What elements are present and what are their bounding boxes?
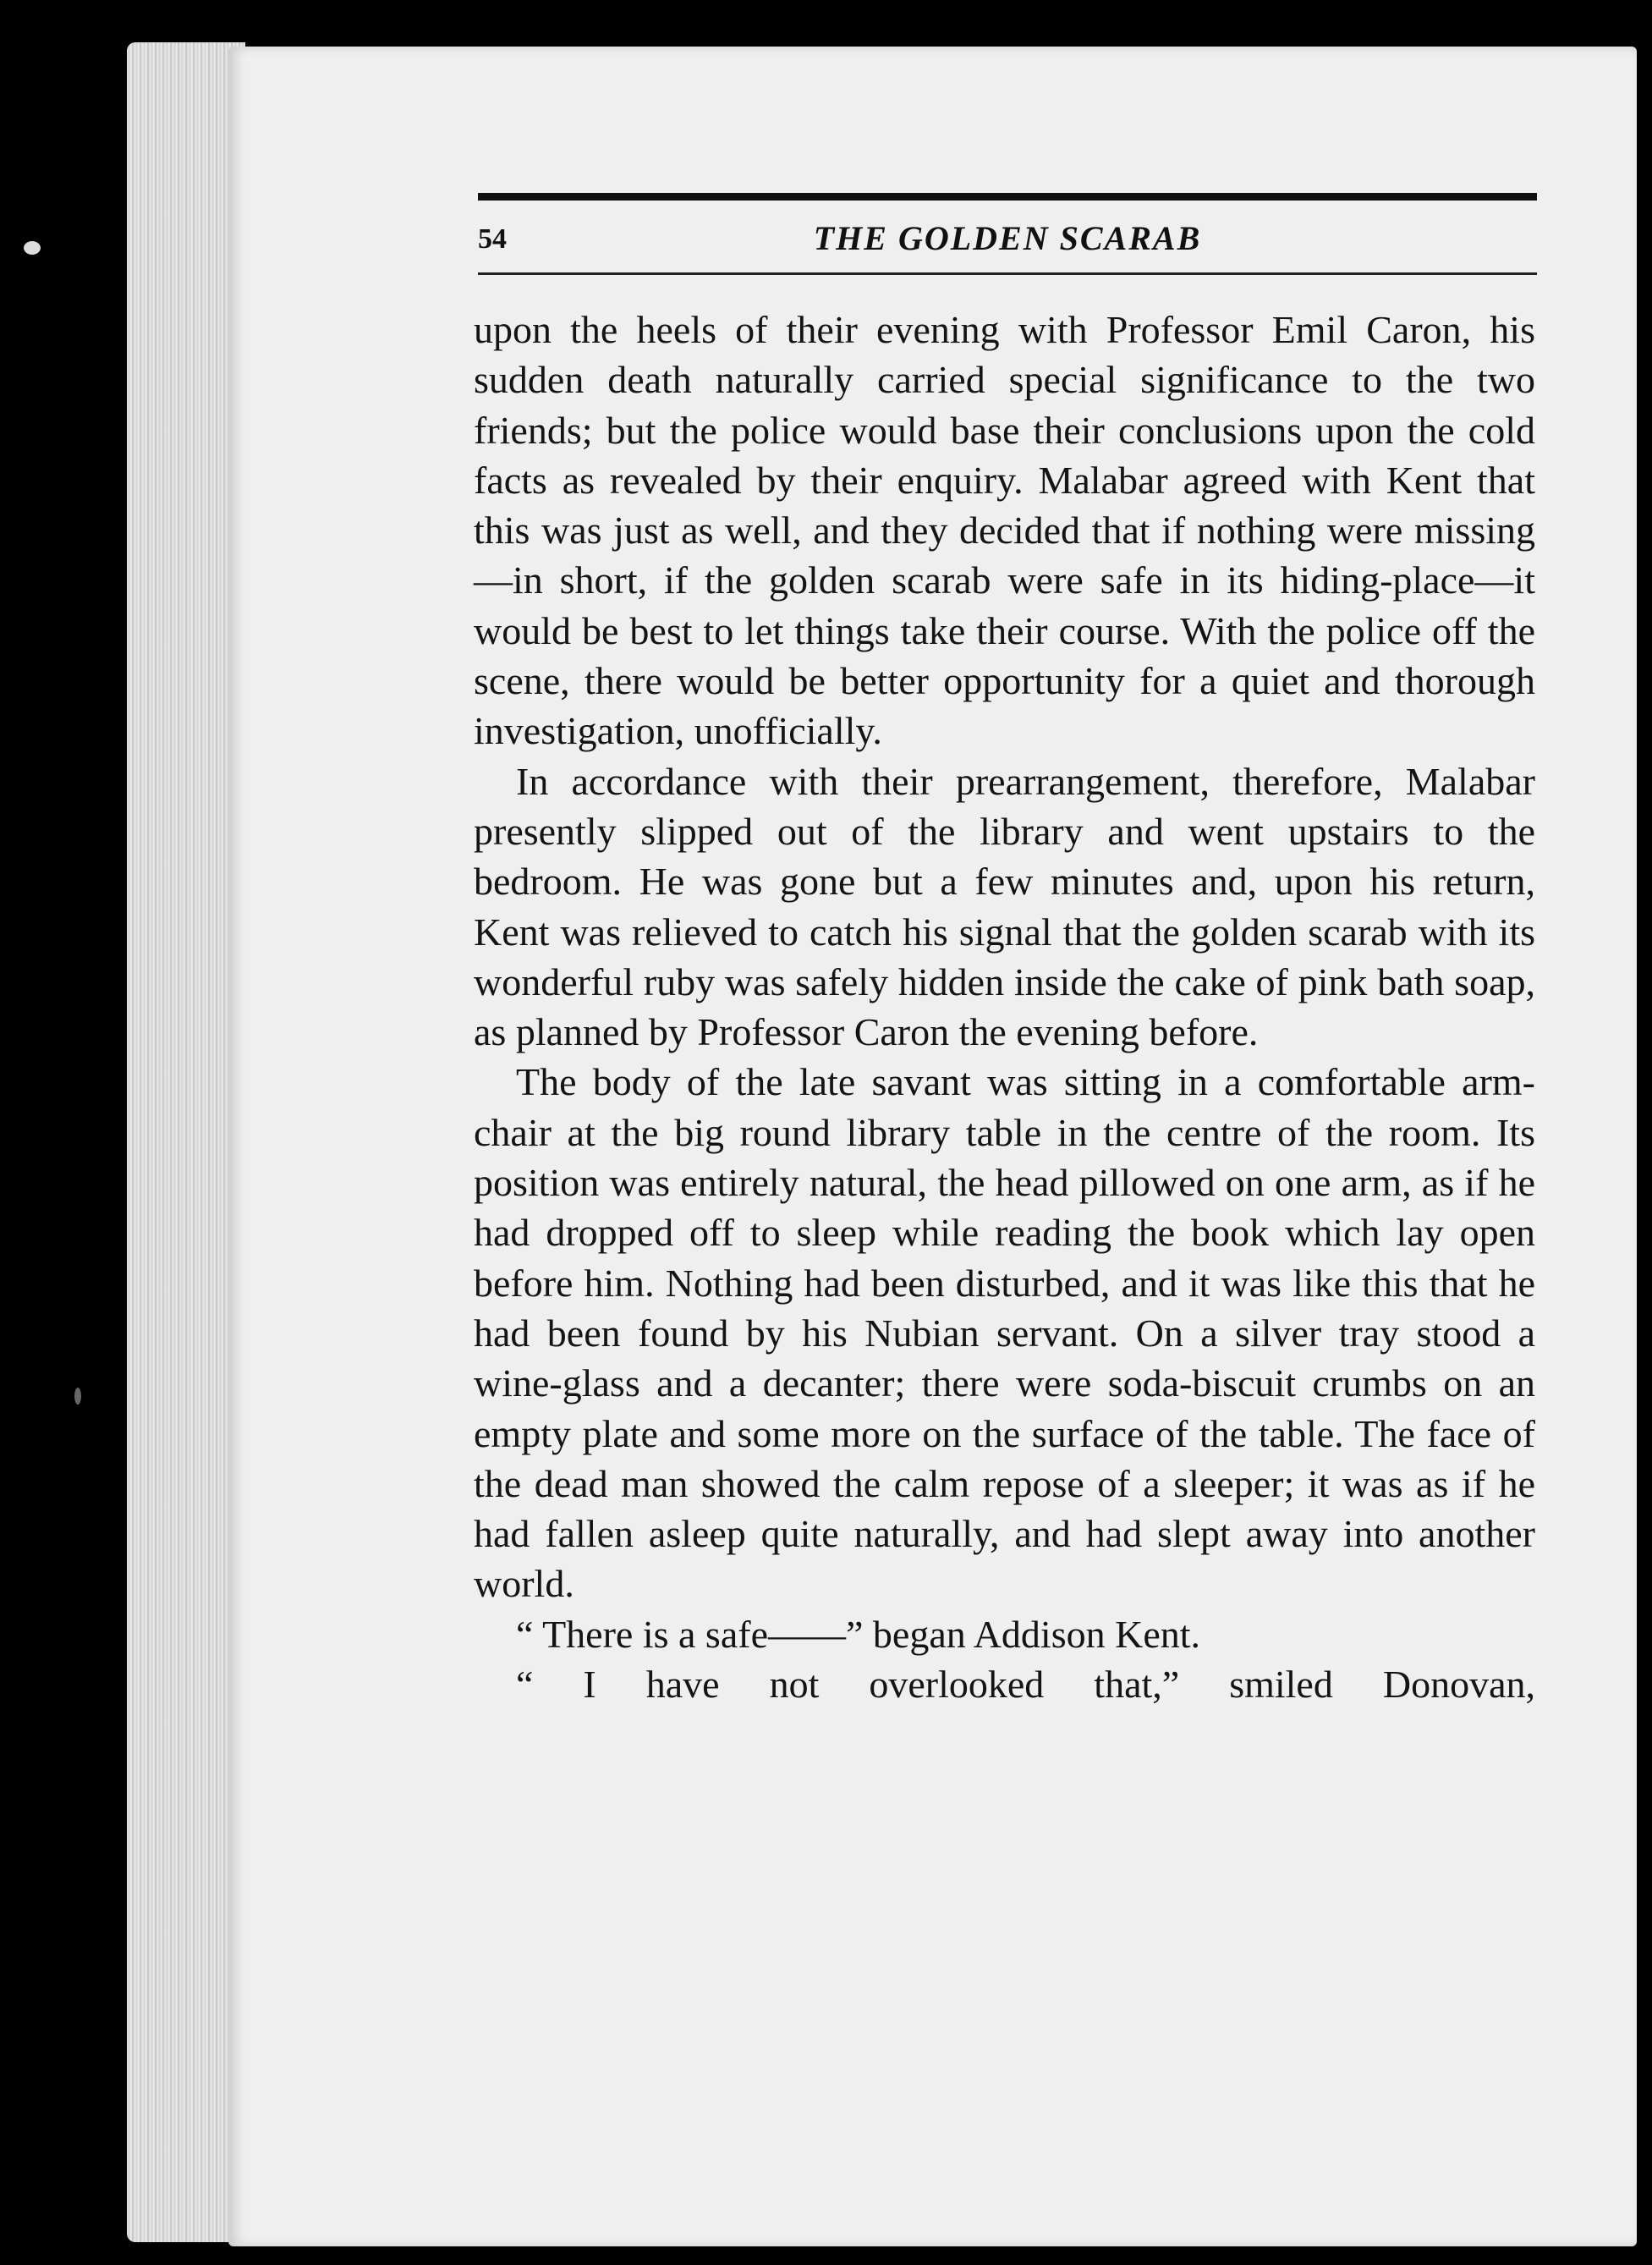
scan-speck <box>24 241 41 255</box>
scan-speck <box>74 1388 81 1405</box>
paragraph: In accordance with their prearrangement, therefore, Malabar presently slipped out of the library and went upstairs to the bedroom. He was gone but a few minutes and, upon his return, Kent was relieved to catch his signal that the golden scarab with its wonderful ruby was safely hidden inside the cake of pink bath soap, as planned by Professor Caron the evening before. <box>474 759 1535 1054</box>
book-page-edges <box>127 42 245 2242</box>
body-text <box>474 305 1535 1709</box>
running-title: THE GOLDEN SCARAB <box>813 219 1202 257</box>
paragraph: The body of the late savant was sitting in a comfortable arm-chair at the big round library table in the centre of the room. Its position was entirely natural, the head pillowed on one arm, as if he had dropped off to sleep while reading the book which lay open before him. Nothing had been disturbed, and it was like this that he had been found by his Nubian servant. On a silver tray stood a wine-glass and a decanter; there were soda-biscuit crumbs on an empty plate and some more on the surface of the table. The face of the dead man showed the calm repose of a sleeper; it was as if he had fallen asleep quite naturally, and had slept away into another world. <box>474 1060 1535 1606</box>
header-bottom-rule <box>478 272 1537 275</box>
dialogue-line: “ I have not overlooked that,” smiled Donovan, <box>516 1663 1535 1707</box>
dialogue-line: “ There is a safe——” began Addison Kent. <box>516 1612 1201 1656</box>
running-head <box>478 218 1537 269</box>
page-number: 54 <box>478 223 507 255</box>
header-top-rule <box>478 193 1537 201</box>
paragraph: upon the heels of their evening with Professor Emil Caron, his sudden death naturally carried special significance to the two friends; but the police would base their conclusions upon the cold facts as revealed by their enquiry. Malabar agreed with Kent that this was just as well, and they decided that if nothing were missing—in short, if the golden scarab were safe in its hiding-place—it would be best to let things take their course. With the police off the scene, there would be better opportunity for a quiet and thorough investigation, unofficially. <box>474 308 1535 753</box>
